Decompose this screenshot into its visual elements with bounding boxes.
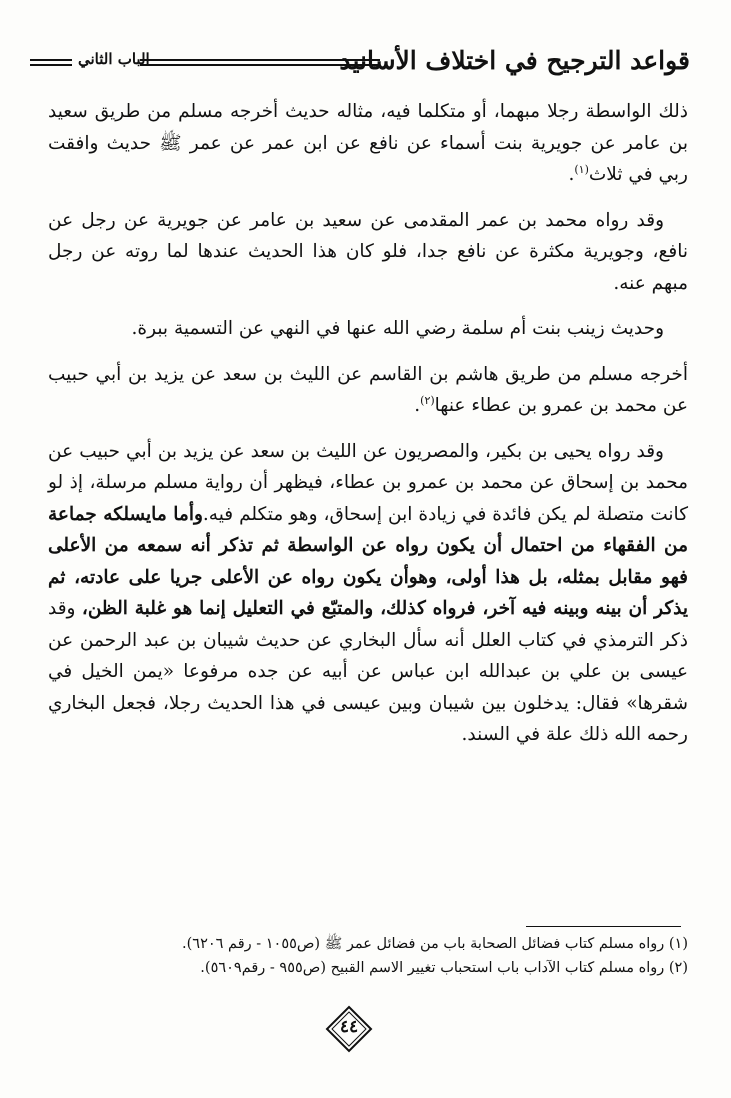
page-number: ٤٤ xyxy=(339,1017,359,1037)
text-segment: أخرجه مسلم من طريق هاشم بن القاسم عن الليث بن سعد عن يزيد بن أبي حبيب عن محمد بن عمرو بن عطاء عنها xyxy=(48,363,688,416)
text-segment: وحديث زينب بنت أم سلمة رضي الله عنها في النهي عن التسمية ببرة. xyxy=(131,318,664,339)
paragraph xyxy=(48,96,688,191)
text-segment: ذلك الواسطة رجلا مبهما، أو متكلما فيه، مثاله حديث أخرجه مسلم من طريق سعيد بن عامر عن جويرية بنت أسماء عن نافع عن ابن عمر عن عمر ﷺ حديث وافقت ربي في ثلاث xyxy=(48,101,688,185)
paragraph xyxy=(48,313,688,345)
header-rule-short xyxy=(30,59,72,66)
text-segment: وقد رواه يحيى بن بكير، والمصريون عن الليث بن سعد عن يزيد بن أبي حبيب عن محمد بن إسحاق عن محمد بن عمرو بن عطاء، فيظهر أن رواية مسلم مرسلة، إذ لو كانت متصلة لم يكن فائدة في زيادة ابن إسحاق، وهو متكلم فيه. xyxy=(48,440,688,525)
paragraph xyxy=(48,436,688,751)
footnote-ref: (١) xyxy=(574,162,589,176)
body-text xyxy=(48,96,688,765)
footnote-separator xyxy=(526,926,681,927)
page-number-badge xyxy=(325,1005,373,1053)
bold-text: وأما مايسلكه جماعة من الفقهاء من احتمال أن يكون رواه عن الواسطة ثم تذكر أنه سمعه من الأعلى فهو مقابل بمثله، بل هذا أولى، وهوأن يكون رواه عن الأعلى جريا على عادته، ثم يذكر أن بينه وبينه فيه آخر، فرواه كذلك، والمتبّع في التعليل إنما هو غلبة الظن، xyxy=(48,503,688,619)
text-segment: وقد رواه محمد بن عمر المقدمى عن سعيد بن عامر عن جويرية عن رجل عن نافع، وجويرية مكثرة عن نافع جدا، فلو كان هذا الحديث عندها لما روته عن رجل مبهم عنه. xyxy=(48,209,688,294)
footnote-ref: (٢) xyxy=(420,393,435,407)
text-segment: . xyxy=(414,395,421,416)
paragraph xyxy=(48,359,688,422)
book-title: قواعد الترجيح في اختلاف الأسانيد xyxy=(339,46,690,75)
footnote-1: (١) رواه مسلم كتاب فضائل الصحابة باب من فضائل عمر ﷺ (ص١٠٥٥ - رقم ٦٢٠٦). xyxy=(182,936,688,952)
paragraph xyxy=(48,205,688,300)
footnote-2: (٢) رواه مسلم كتاب الآداب باب استحباب تغيير الاسم القبيح (ص٩٥٥ - رقم٥٦٠٩). xyxy=(200,960,688,976)
text-segment: وقد ذكر الترمذي في كتاب العلل أنه سأل البخاري عن حديث شيبان بن عبد الرحمن عن عيسى بن علي بن عبدالله ابن عباس عن أبيه عن جده مرفوعا «يمن الخيل في شقرها» فقال: يدخلون بين شيبان وبين عيسى في هذا الحديث رجلا، فجعل البخاري رحمه الله ذلك علة في السند. xyxy=(48,598,688,745)
page-header xyxy=(30,42,690,82)
footnotes xyxy=(48,932,688,980)
chapter-label: الباب الثاني xyxy=(78,50,150,68)
text-segment: . xyxy=(568,164,575,185)
header-rule xyxy=(140,59,380,66)
